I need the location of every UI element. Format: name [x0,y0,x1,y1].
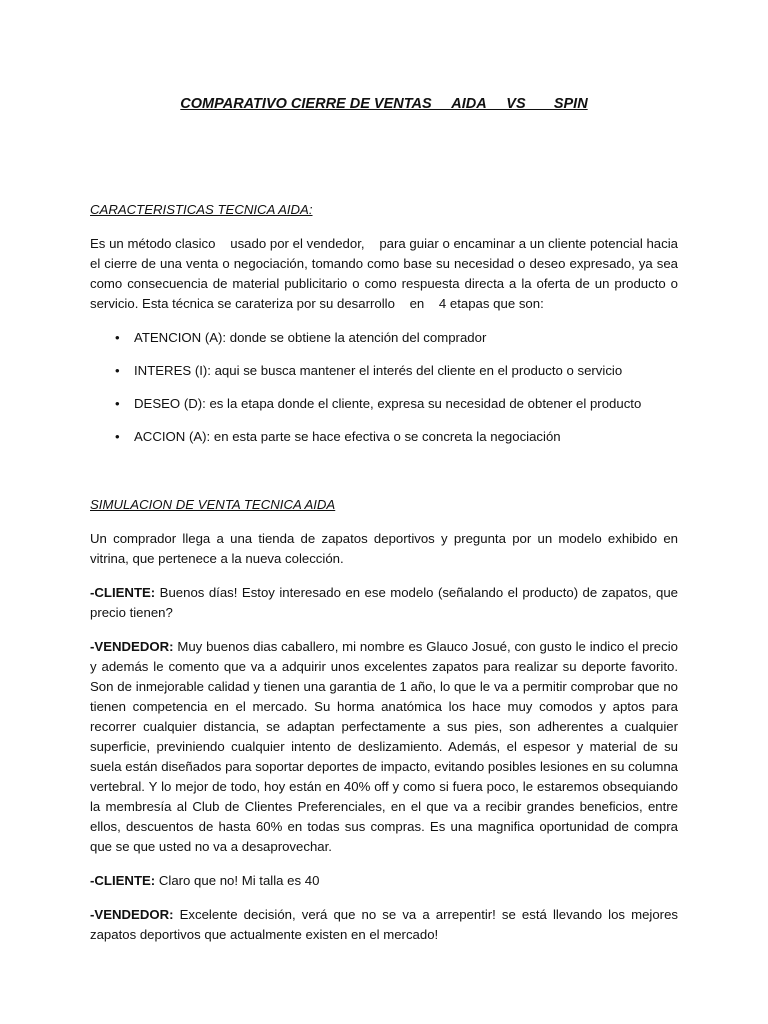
bullet-icon: • [115,396,120,411]
stage-text: INTERES (I): aqui se busca mantener el interés del cliente en el producto o servicio [134,363,623,378]
dialogue-text: Claro que no! Mi talla es 40 [155,873,320,888]
dialogue-seller-2 [90,905,678,945]
dialogue-seller-1 [90,637,678,857]
aida-description-paragraph: Es un método clasico usado por el vendedor, para guiar o encaminar a un cliente potencial hacia el cierre de una venta o negociación, tomando como base su necesidad o deseo expresado, ya sea como consecuencia de material publicitario o como respuesta directa a la oferta de un producto o servicio. Esta técnica se carateriza por su desarrollo en 4 etapas que son: [90,236,682,311]
section-aida-simulation [90,495,682,945]
bullet-icon: • [115,363,120,378]
dialogue-client-2 [90,871,678,891]
dialogue-text: Buenos días! Estoy interesado en ese modelo (señalando el producto) de zapatos, que precio tienen? [90,585,678,620]
aida-stages-list [90,328,678,460]
list-item-attention [90,328,678,361]
speaker-label: -VENDEDOR: [90,907,174,922]
dialogue-text: Excelente decisión, verá que no se va a arrepentir! se está llevando los mejores zapatos deportivos que actualmente existen en el mercado! [90,907,678,942]
document-title: COMPARATIVO CIERRE DE VENTAS AIDA VS SPIN [180,96,588,112]
bullet-icon: • [115,429,120,444]
section-aida-characteristics [90,200,682,460]
stage-text: ATENCION (A): donde se obtiene la atención del comprador [134,330,487,345]
section-heading-simulation: SIMULACION DE VENTA TECNICA AIDA [90,497,336,512]
speaker-label: -CLIENTE: [90,585,156,600]
bullet-icon: • [115,330,120,345]
stage-text: DESEO (D): es la etapa donde el cliente, expresa su necesidad de obtener el producto [134,396,642,411]
section-heading-characteristics: CARACTERISTICAS TECNICA AIDA: [90,202,313,217]
speaker-label: -CLIENTE: [90,873,156,888]
list-item-interest [90,361,678,394]
list-item-desire [90,394,678,427]
simulation-intro-paragraph: Un comprador llega a una tienda de zapatos deportivos y pregunta por un modelo exhibido en vitrina, que pertenece a la nueva colección. [90,531,682,566]
stage-text: ACCION (A): en esta parte se hace efectiva o se concreta la negociación [134,429,561,444]
speaker-label: -VENDEDOR: [90,639,174,654]
list-item-action [90,427,678,460]
dialogue-text: Muy buenos dias caballero, mi nombre es Glauco Josué, con gusto le indico el precio y además le comento que va a adquirir unos excelentes zapatos para realizar su deporte favorito. Son de inmejorable calidad y tienen una garantia de 1 año, lo que le va a permitir comprobar que no tienen competencia en el mercado. Su horma anatómica los hace muy comodos y aptos para recorrer cualquier distancia, se adaptan perfectamente a sus pies, son adherentes a cualquier superficie, previniendo cualquier intento de deslizamiento. Además, el espesor y material de su suela están diseñados para soportar deportes de impacto, evitando posibles lesiones en su columna vertebral. Y lo mejor de todo, hoy están en 40% off y como si fuera poco, le estaremos obsequiando la membresía al Club de Clientes Preferenciales, en el que va a recibir grandes beneficios, entre ellos, descuentos de hasta 60% en todas sus compras. Es una magnifica oportunidad de compra que se que usted no va a desaprovechar. [90,639,678,854]
dialogue-client-1 [90,583,678,623]
